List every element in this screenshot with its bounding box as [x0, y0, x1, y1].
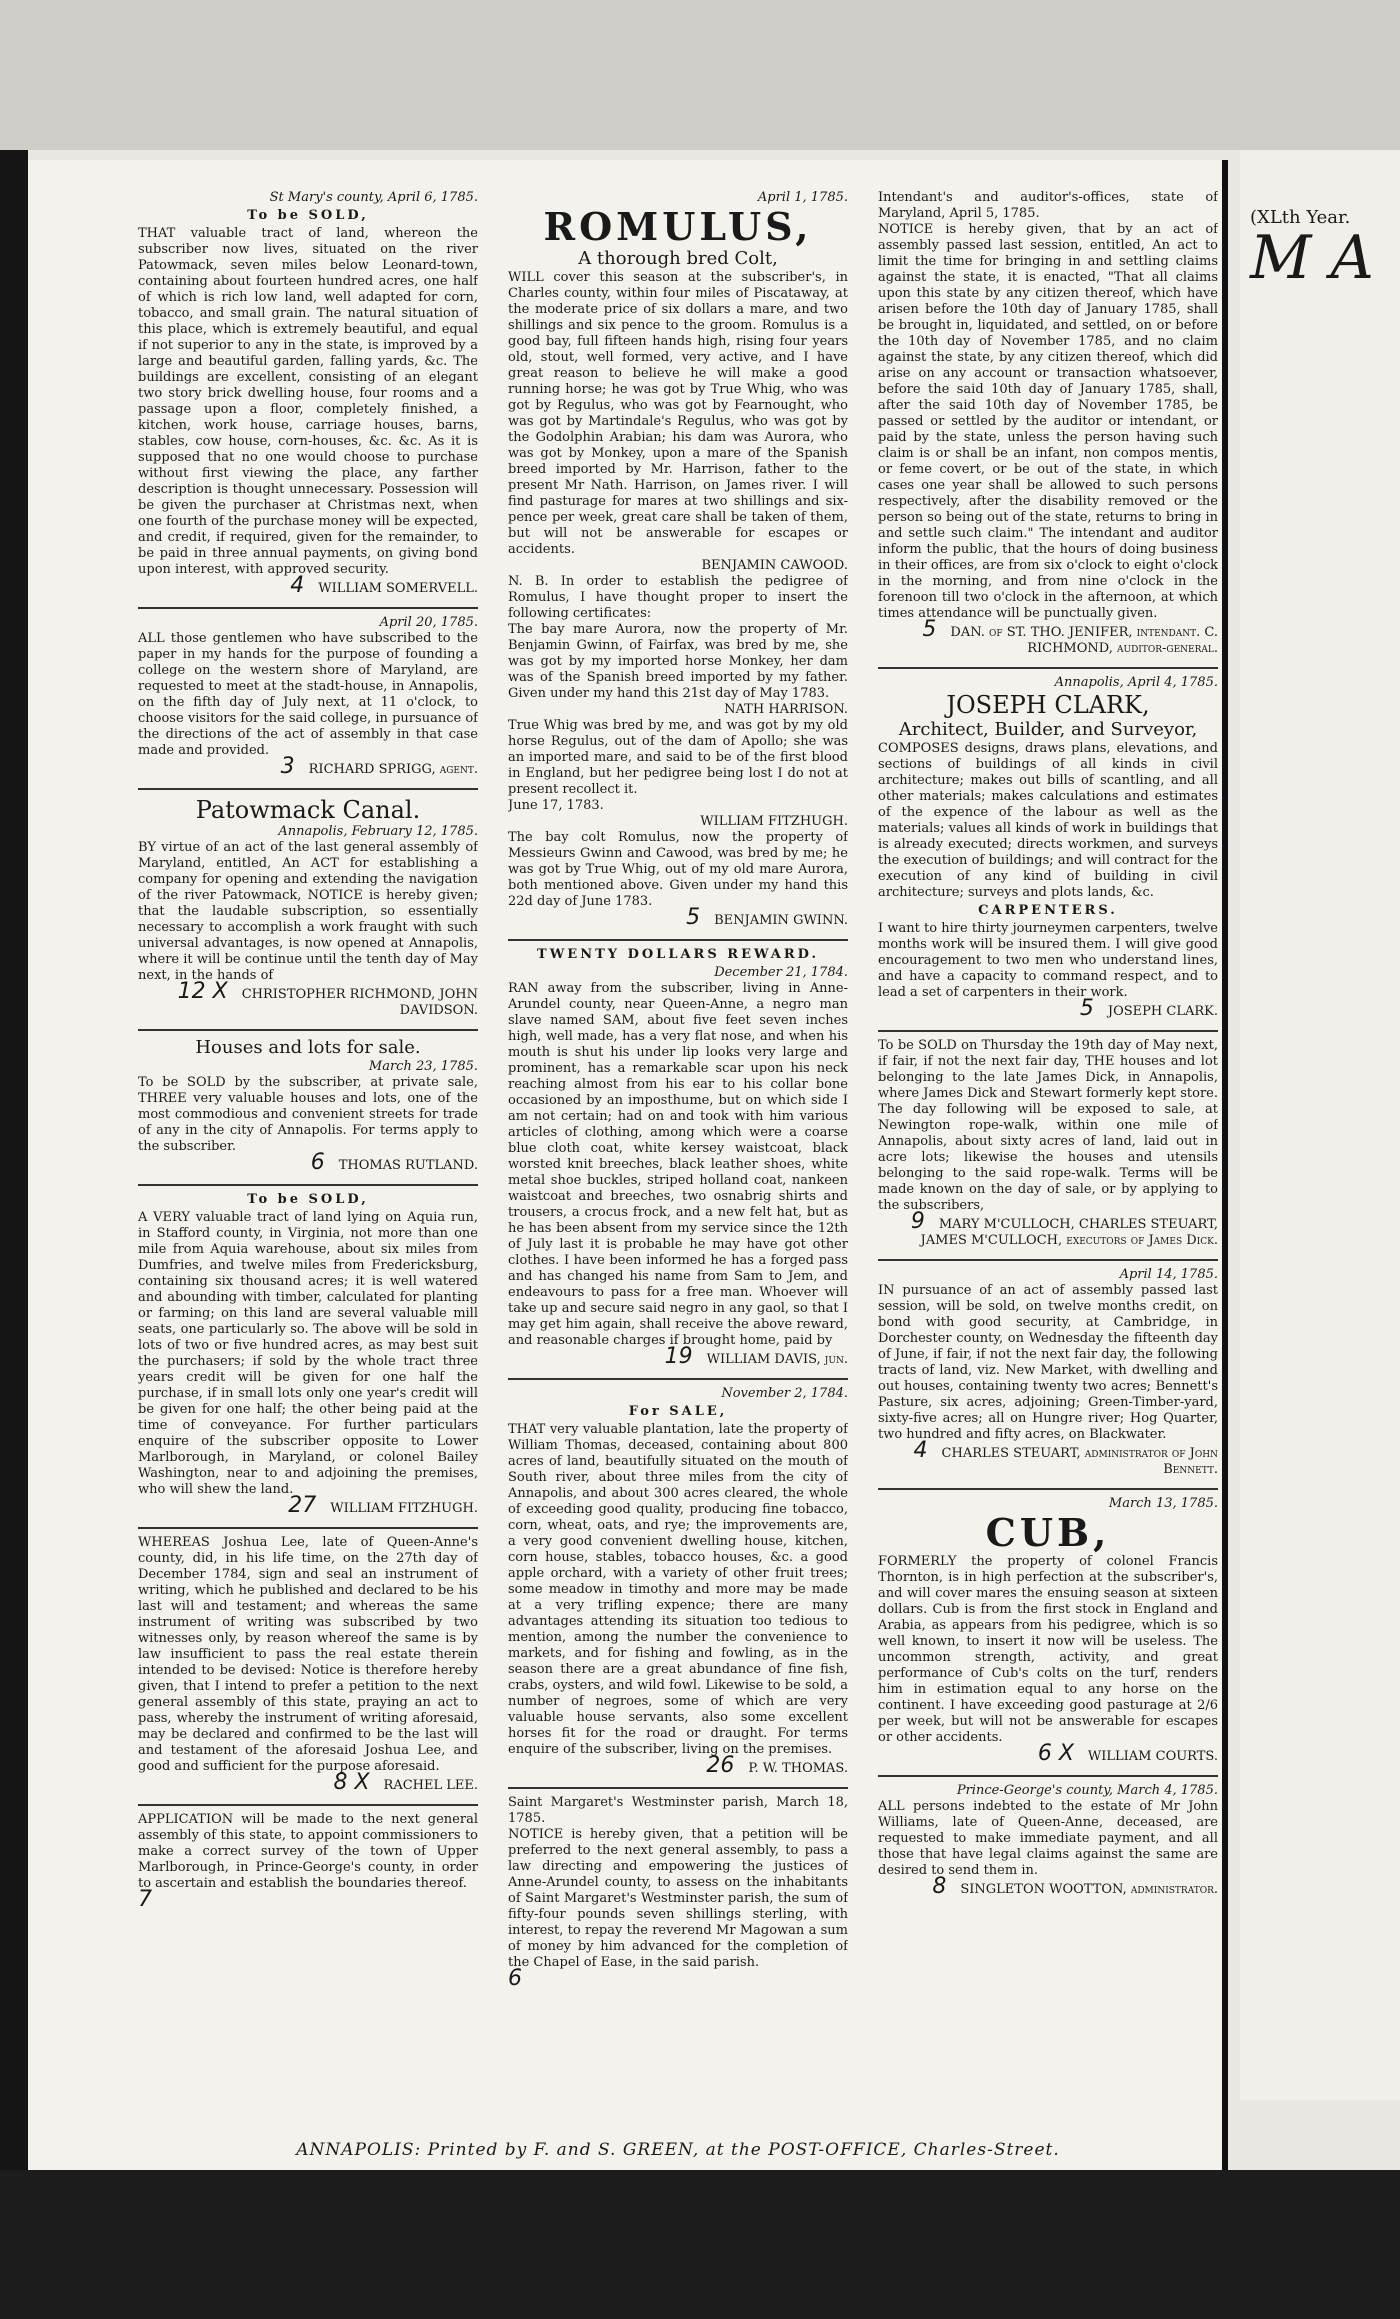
divider [508, 939, 848, 941]
ad-body: ALL those gentlemen who have subscribed to the paper in my hands for the purpose of founding a college on the western shore of Maryland, are requested to meet at the stadt-house, in Annapolis, on the fifth day of July next, at 11 o'clock, to choose visitors for the said college, in pursuance of the directions of the act of assembly in that case made and provided. [138, 631, 478, 758]
ad-title: Houses and lots for sale. [195, 1037, 421, 1058]
handwritten-number: 6 [310, 1150, 325, 1175]
certificate-2-date: June 17, 1783. [508, 798, 604, 813]
ad-date: St Mary's county, April 6, 1785. [269, 190, 478, 205]
ad-cub [878, 1496, 1218, 1765]
handwritten-number: 5 [686, 905, 701, 930]
ad-body: RAN away from the subscriber, living in Anne-Arundel county, near Queen-Anne, a negro man slave named SAM, about five feet seven inches high, well made, has a very flat nose, and when his mouth is shut his under lip looks very large and prominent, has a remarkable scar upon his neck reaching almost from his ear to his collar bone occasioned by an imposthume, but on which side I am not certain; had on and took with him various articles of clothing, among which were a coarse blue cloth coat, white kersey waistcoat, black worsted knit breeches, black leather shoes, white metal shoe buckles, striped holland coat, nankeen waistcoat and breeches, two osnabrig shirts and trousers, a crocus frock, and a new felt hat, but as he has been absent from my service since the 12th of July last it is probable he may have got other clothes. I have been informed he has a forged pass and has changed his name from Sam to Jem, and endeavours to pass for a free man. Whoever will take up and secure said negro in any gaol, so that I may get him again, shall receive the above reward, and reasonable charges if brought home, paid by [508, 981, 848, 1348]
ad-houses-lots [138, 1037, 478, 1174]
ad-body: WHEREAS Joshua Lee, late of Queen-Anne's county, did, in his life time, on the 27th day of December 1784, sign and seal an instrument of writing, which he published and declared to be his last will and testament; and whereas the same instrument of writing was subscribed by two witnesses only, by reason whereof the same is by law insufficient to pass the real estate therein intended to be devised: Notice is therefore hereby given, that I intend to prefer a petition to the next general assembly of this state, praying an act to pass, whereby the instrument of writing aforesaid, may be declared and confirmed to be the last will and testament of the aforesaid Joshua Lee, and good and sufficient for the purpose aforesaid. [138, 1535, 478, 1774]
ad-date: March 23, 1785. [368, 1059, 478, 1074]
handwritten-number: 5 [922, 617, 937, 642]
certificate-3: The bay colt Romulus, now the property of Messieurs Gwinn and Cawood, was bred by me; he was got by True Whig, out of my old mare Aurora, both mentioned above. Given under my hand this 22d day of June 1783. [508, 830, 848, 909]
ad-body: NOTICE is hereby given, that by an act of assembly passed last session, entitled, An act to limit the time for bringing in and settling claims against the state, it is enacted, "That all claims upon this state by any citizen thereof, which have arisen before the 10th day of January 1785, shall be brought in, liquidated, and settled, on or before the 10th day of November 1785, and no claim against the state, by any citizen thereof, which did arise on any account or transaction whatsoever, before the said 10th day of January 1785, shall, after the said 10th day of November 1785, be passed or settled by the auditor or intendant, or paid by the state, unless the person having such claim is or shall be an infant, non compos mentis, or feme covert, or be out of the state, in which cases one year shall be allowed to such persons respectively, after the disability removed or the person so being out of the state, returns to bring in and settle such claim." The intendant and auditor inform the public, that the hours of doing business in their offices, are from six o'clock to eight o'clock in the morning, and from nine o'clock in the forenoon till two o'clock in the afternoon, at which times attendance will be punctually given. [878, 222, 1218, 621]
ad-heading: For SALE, [628, 1404, 728, 1419]
ad-date: April 14, 1785. [1119, 1267, 1218, 1282]
ad-signature: MARY M'CULLOCH, CHARLES STEUART, JAMES M'CULLOCH, executors of James Dick. [920, 1217, 1218, 1248]
ad-parish-petition [508, 1795, 848, 1990]
ad-signature: CHARLES STEUART, administrator of John Bennett. [941, 1446, 1218, 1477]
divider [138, 1804, 478, 1806]
ad-williams-estate [878, 1783, 1218, 1898]
ad-subtitle: Architect, Builder, and Surveyor, [898, 719, 1198, 740]
ad-title: ROMULUS, [543, 204, 813, 249]
handwritten-number: 9 [910, 1209, 925, 1234]
ad-heading: TWENTY DOLLARS REWARD. [537, 947, 819, 962]
ad-body: THAT very valuable plantation, late the property of William Thomas, deceased, containing about 800 acres of land, beautifully situated on the mouth of South river, about three miles from the city of Annapolis, and about 300 acres cleared, the whole of exceeding good quality, producing fine tobacco, corn, wheat, oats, and rye; the improvements are, a very good convenient dwelling house, kitchen, corn house, stables, tobacco houses, &c. a good apple orchard, with a variety of other fruit trees; some meadow in timothy and more may be made at a very trifling expence; there are many advantages attending its situation too tedious to mention, among the number the convenience to markets, and for fishing and fowling, as in the season there are a great abundance of fine fish, crabs, oysters, and wild fowl. Likewise to be sold, a number of negroes, some of which are very valuable house servants, also some excellent horses fit for the road or draught. For terms enquire of the subscriber, living on the premises. [508, 1422, 848, 1757]
adjacent-page-heading: (XLth Year. [1250, 207, 1351, 228]
column-1 [138, 190, 478, 2120]
ad-date: Saint Margaret's Westminster parish, March 18, 1785. [508, 1795, 848, 1826]
ad-date: Annapolis, April 4, 1785. [1054, 675, 1218, 690]
certificate-1-signature: NATH HARRISON. [724, 702, 848, 717]
divider [138, 1527, 478, 1529]
ad-body: FORMERLY the property of colonel Francis Thornton, is in high perfection at the subscriber's, and will cover mares the ensuing season at sixteen dollars. Cub is from the first stock in England and Arabia, as appears from his pedigree, which is so well known, to insert it now will be useless. The uncommon strength, activity, and great performance of Cub's colts on the turf, renders him in estimation equal to any horse on the continent. I have exceeding good pasturage at 2/6 per week, but will not be answerable for escapes or other accidents. [878, 1554, 1218, 1745]
ad-joseph-clark [878, 675, 1218, 1020]
certificate-2: True Whig was bred by me, and was got by my old horse Regulus, out of the dam of Apollo; she was an imported mare, and said to be of the first blood in England, but her pedigree being lost I do not at present recollect it. [508, 718, 848, 797]
divider [878, 667, 1218, 669]
ad-signature: DAN. of ST. THO. JENIFER, intendant. C. RICHMOND, auditor-general. [950, 625, 1218, 656]
ad-date: March 13, 1785. [1108, 1496, 1218, 1511]
handwritten-number: 7 [138, 1887, 152, 1912]
handwritten-number: 6 [508, 1966, 522, 1991]
columns [138, 190, 1218, 2120]
ad-date: Annapolis, February 12, 1785. [278, 824, 478, 839]
ad-joshua-lee [138, 1535, 478, 1794]
ad-heading: CARPENTERS. [978, 903, 1118, 918]
ad-title: Patowmack Canal. [195, 796, 421, 824]
ad-dick-estate [878, 1038, 1218, 1249]
adjacent-page [1240, 150, 1400, 2100]
ad-claims-notice [878, 190, 1218, 657]
ad-date: Intendant's and auditor's-offices, state of Maryland, April 5, 1785. [878, 190, 1218, 221]
printer-imprint: ANNAPOLIS: Printed by F. and S. GREEN, at the POST-OFFICE, Charles-Street. [296, 2140, 1060, 2160]
ad-subtitle: A thorough bred Colt, [578, 248, 778, 269]
ad-signature: CHRISTOPHER RICHMOND, JOHN DAVIDSON. [241, 987, 478, 1018]
ad-body: IN pursuance of an act of assembly passed last session, will be sold, on twelve months credit, on bond with good security, at Cambridge, in Dorchester county, on Wednesday the fifteenth day of June, if fair, if not the next fair day, the following tracts of land, viz. New Market, with dwelling and out houses, containing twenty two acres; Bennett's Pasture, six acres, adjoining; Green-Timber-yard, sixty-five acres; all on Hungre river; Hog Quarter, two hundred and fifty acres, on Blackwater. [878, 1283, 1218, 1442]
ad-body: ALL persons indebted to the estate of Mr John Williams, late of Queen-Anne, deceased, are requested to make immediate payment, and all those that have legal claims against the same are desired to send them in. [878, 1799, 1218, 1878]
divider [138, 1029, 478, 1031]
handwritten-number: 26 [706, 1753, 735, 1778]
divider [878, 1259, 1218, 1261]
handwritten-number: 19 [664, 1344, 693, 1369]
ad-bennett-lands [878, 1267, 1218, 1478]
column-2 [508, 190, 848, 2120]
certificate-3-signature: BENJAMIN GWINN. [714, 913, 848, 928]
ad-runaway-reward [508, 947, 848, 1368]
newspaper-page [28, 160, 1228, 2180]
ad-body: THAT valuable tract of land, whereon the subscriber now lives, situated on the river Patowmack, seven miles below Leonard-town, containing about fourteen hundred acres, one half of which is rich low land, well adapted for corn, tobacco, and small grain. The natural situation of this place, which is extremely beautiful, and equal if not superior to any in the state, is improved by a large and beautiful garden, falling yards, &c. The buildings are excellent, consisting of an elegant two story brick dwelling house, four rooms and a passage upon a floor, completely finished, a kitchen, work house, carriage houses, barns, stables, cow house, corn-houses, &c. &c. As it is supposed that no one would choose to purchase without first viewing the place, any farther description is thought unnecessary. Possession will be given the purchaser at Christmas next, when one fourth of the purchase money will be expected, and credit, if required, given for the remainder, to be paid in three annual payments, on giving bond upon interest, with approved security. [138, 226, 478, 577]
handwritten-number: 4 [290, 573, 305, 598]
ad-title: JOSEPH CLARK, [946, 691, 1150, 719]
ad-patowmack-canal [138, 796, 478, 1019]
bottom-margin [0, 2170, 1400, 2319]
ad-romulus [508, 190, 848, 929]
ad-body: WILL cover this season at the subscriber's, in Charles county, within four miles of Piscataway, at the moderate price of six dollars a mare, and two shillings and six pence to the groom. Romulus is a good bay, full fifteen hands high, rising four years old, stout, well formed, very active, and I have great reason to believe he will make a good running horse; he was got by True Whig, who was got by Regulus, who was got by Fearnought, who was got by Martindale's Regulus, who was got by the Godolphin Arabian; his dam was Aurora, who was got by Monkey, upon a mare of the Spanish breed imported by Mr. Harrison, father to the present Mr Nath. Harrison, on James river. I will find pasturage for mares at two shillings and six-pence per week, great care shall be taken of them, but will not be answerable for escapes or accidents. [508, 270, 848, 557]
ad-body: To be SOLD on Thursday the 19th day of May next, if fair, if not the next fair day, THE houses and lot belonging to the late James Dick, in Annapolis, where James Dick and Stewart formerly kept store. The day following will be exposed to sale, at Newington rope-walk, within one mile of Annapolis, about sixty acres of land, laid out in acre lots; likewise the houses and utensils belonging to the said rope-walk. Terms will be made known on the day of sale, or by applying to the subscribers, [878, 1038, 1218, 1213]
ad-signature: P. W. THOMAS. [748, 1761, 848, 1776]
handwritten-number: 12 X [177, 979, 228, 1004]
divider [878, 1775, 1218, 1777]
ad-title: CUB, [985, 1510, 1111, 1555]
ad-note: N. B. In order to establish the pedigree of Romulus, I have thought proper to insert the following certificates: [508, 574, 848, 621]
ad-plantation-sale [508, 1386, 848, 1777]
divider [878, 1488, 1218, 1490]
adjacent-page-masthead: M A [1250, 223, 1374, 293]
ad-body: APPLICATION will be made to the next general assembly of this state, to appoint commissioners to make a correct survey of the town of Upper Marlborough, in Prince-George's county, in order to ascertain and establish the boundaries thereof. [138, 1812, 478, 1891]
ad-date: Prince-George's county, March 4, 1785. [956, 1783, 1218, 1798]
ad-heading: To be SOLD, [247, 208, 369, 223]
handwritten-number: 6 X [1037, 1741, 1074, 1766]
ad-date: April 1, 1785. [757, 190, 848, 205]
ad-date: April 20, 1785. [379, 615, 478, 630]
divider [878, 1030, 1218, 1032]
handwritten-number: 3 [280, 754, 295, 779]
ad-signature: WILLIAM SOMERVELL. [318, 581, 478, 596]
ad-signature: THOMAS RUTLAND. [338, 1158, 478, 1173]
ad-signature: BENJAMIN CAWOOD. [701, 558, 848, 573]
certificate-2-signature: WILLIAM FITZHUGH. [700, 814, 848, 829]
ad-somervell [138, 190, 478, 597]
ad-signature: WILLIAM FITZHUGH. [330, 1501, 478, 1516]
ad-signature: SINGLETON WOOTTON, administrator. [960, 1882, 1218, 1897]
handwritten-number: 8 [932, 1874, 947, 1899]
ad-body: BY virtue of an act of the last general assembly of Maryland, entitled, An ACT for establishing a company for opening and extending the navigation of the river Patowmack, NOTICE is hereby given; that the laudable subscription, so essentially necessary to accomplish a work fraught with such universal advantages, is now opened at Annapolis, where it will be continue until the tenth day of May next, in the hands of [138, 840, 478, 983]
ad-signature: JOSEPH CLARK. [1107, 1004, 1218, 1019]
ad-body: A VERY valuable tract of land lying on Aquia run, in Stafford county, in Virginia, not more than one mile from Aquia warehouse, about six miles from Dumfries, and twelve miles from Fredericksburg, containing six thousand acres; it is well watered and abounding with timber, calculated for planting or farming; on this land are several valuable mill seats, one particularly so. The above will be sold in lots of two or five hundred acres, as may best suit the purchasers; if sold by the whole tract three years credit will be given for one half the purchase, if in small lots only one year's credit will be given for one half; the other being paid at the time of conveyance. For further particulars enquire of the subscriber opposite to Lower Marlborough, in Maryland, or colonel Bailey Washington, near to and adjoining the premises, who will shew the land. [138, 1210, 478, 1497]
ad-body: NOTICE is hereby given, that a petition will be preferred to the next general assembly, to pass a law directing and empowering the justices of Anne-Arundel county, to assess on the inhabitants of Saint Margaret's Westminster parish, the sum of fifty-four pounds seven shillings sterling, with interest, to repay the reverend Mr Magowan a sum of money by him advanced for the completion of the Chapel of Ease, in the said parish. [508, 1827, 848, 1970]
handwritten-number: 5 [1079, 996, 1094, 1021]
ad-heading: To be SOLD, [247, 1192, 369, 1207]
column-3 [878, 190, 1218, 2120]
handwritten-number: 4 [913, 1438, 928, 1463]
ad-signature: WILLIAM COURTS. [1087, 1749, 1218, 1764]
ad-marlborough-survey [138, 1812, 478, 1911]
ad-signature: RACHEL LEE. [383, 1778, 478, 1793]
ad-signature: RICHARD SPRIGG, agent. [308, 762, 478, 777]
ad-date: November 2, 1784. [721, 1386, 848, 1401]
ad-body-2: I want to hire thirty journeymen carpenters, twelve months work will be insured them. I will give good encouragement to two men who understand lines, and have a capacity to command respect, and to lead a set of carpenters in their work. [878, 921, 1218, 1000]
handwritten-number: 27 [288, 1493, 317, 1518]
ad-date: December 21, 1784. [714, 965, 848, 980]
divider [508, 1378, 848, 1380]
ad-body: COMPOSES designs, draws plans, elevations, and sections of buildings of all kinds in civil architecture; makes out bills of scantling, and all other materials; makes calculations and estimates of the expence of the labour as well as the materials; values all kinds of work in buildings that is already executed; directs workmen, and surveys the execution of buildings; and will contract for the execution of any kind of building in civil architecture; surveys and plots lands, &c. [878, 741, 1218, 900]
divider [508, 1787, 848, 1789]
divider [138, 788, 478, 790]
ad-aquia-land [138, 1192, 478, 1517]
ad-signature: WILLIAM DAVIS, jun. [706, 1352, 848, 1367]
binding-spine [0, 150, 28, 2180]
certificate-1: The bay mare Aurora, now the property of Mr. Benjamin Gwinn, of Fairfax, was bred by me, she was got by my imported horse Monkey, her dam was of the Spanish breed imported by my father. Given under my hand this 21st day of May 1783. [508, 622, 848, 701]
ad-body: To be SOLD by the subscriber, at private sale, THREE very valuable houses and lots, one of the most commodious and convenient streets for trade of any in the city of Annapolis. For terms apply to the subscriber. [138, 1075, 478, 1154]
ad-college [138, 615, 478, 778]
handwritten-number: 8 X [333, 1770, 370, 1795]
divider [138, 607, 478, 609]
top-margin [0, 0, 1400, 150]
divider [138, 1184, 478, 1186]
